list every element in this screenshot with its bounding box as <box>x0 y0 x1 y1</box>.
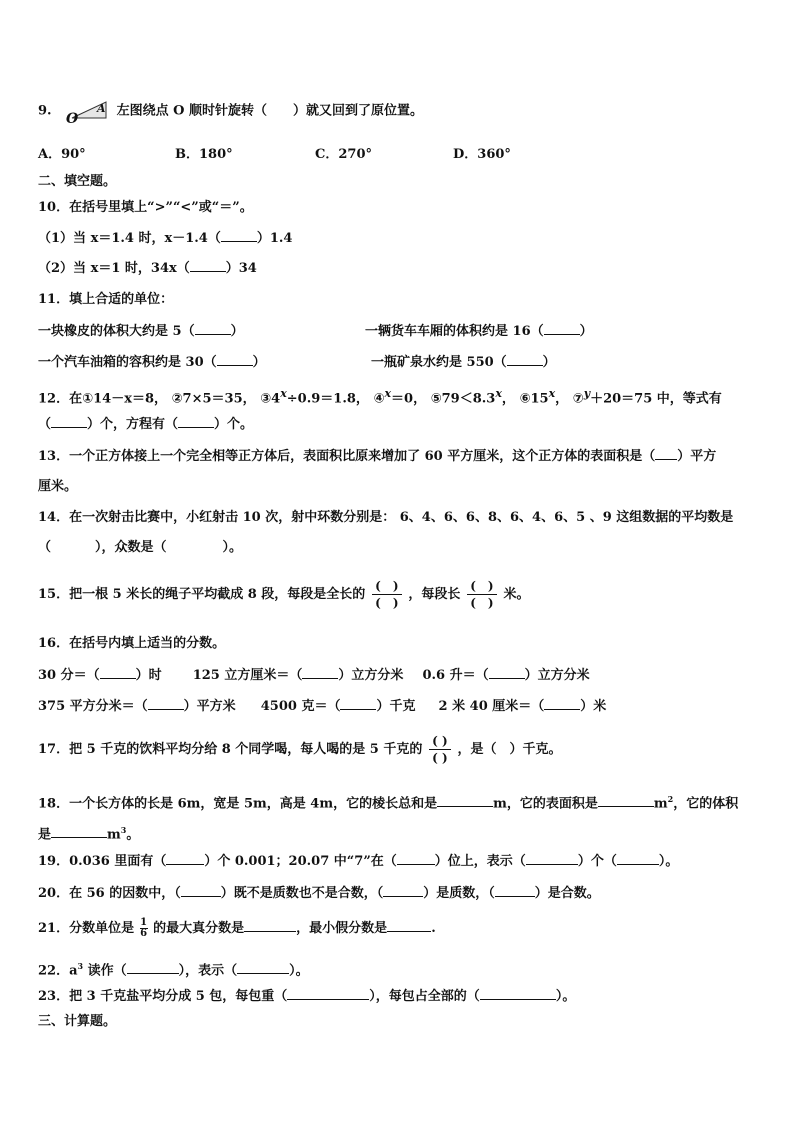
question-11-a: 一块橡皮的体积大约是 5（ ） <box>38 324 244 339</box>
answer-blank[interactable] <box>190 259 226 272</box>
answer-blank[interactable] <box>340 697 376 710</box>
question-19: 19．0.036 里面有（ ）个 0.001；20.07 中“7”在（ ）位上，表示（ ）个（ ）。 <box>38 854 679 869</box>
answer-blank[interactable] <box>495 884 535 897</box>
answer-blank[interactable] <box>51 825 107 838</box>
question-11-c: 一个汽车油箱的容积约是 30（ ） <box>38 355 266 370</box>
answer-blank[interactable] <box>195 322 231 335</box>
question-14-line-2: （ ），众数是（ ）。 <box>38 540 243 555</box>
answer-blank[interactable] <box>166 852 204 865</box>
question-18-line-1: 18．一个长方体的长是 6m，宽是 5m，高是 4m，它的棱长总和是 m，它的表面积是 $m^2$，它的体积 <box>38 794 739 812</box>
fraction-blank[interactable]: $\frac{( )}{( )}$ <box>372 579 402 610</box>
option-a[interactable]: A．90° <box>38 147 86 162</box>
option-d[interactable]: D．360° <box>453 147 511 162</box>
answer-blank[interactable] <box>244 919 296 932</box>
question-23: 23．把 3 千克盐平均分成 5 包，每包重（ ），每包占全部的（ ）。 <box>38 989 576 1004</box>
answer-blank[interactable] <box>51 415 87 428</box>
answer-blank[interactable] <box>544 697 580 710</box>
answer-blank[interactable] <box>437 794 493 807</box>
question-12-line-2: （ ）个，方程有（ ）个。 <box>38 417 254 432</box>
question-15: 15．把一根 5 米长的绳子平均截成 8 段，每段是全长的 $\frac{( )}{( )}$ ，每段长 $\frac{( )}{( )}$ 米。 <box>38 579 530 610</box>
question-16-stem: 16．在括号内填上适当的分数。 <box>38 636 226 651</box>
question-20: 20．在 56 的因数中，（ ）既不是质数也不是合数，（ ）是质数，（ ）是合数。 <box>38 886 600 901</box>
answer-blank[interactable] <box>598 794 654 807</box>
answer-blank[interactable] <box>526 852 578 865</box>
answer-blank[interactable] <box>489 666 525 679</box>
question-11-d: 一瓶矿泉水约是 550（ ） <box>371 355 556 370</box>
answer-blank[interactable] <box>383 884 423 897</box>
question-9-options <box>38 146 738 164</box>
section-heading-fill-blank: 二、填空题。 <box>38 174 117 189</box>
question-text: 左图绕点 O 顺时针旋转（ ）就又回到了原位置。 <box>116 103 424 119</box>
question-18-line-2: 是 $m^3$。 <box>38 825 140 843</box>
question-12-line-1: 12．在①14－x＝8， ②7×5＝35， $③4^x\div 0.9=1.8$， ④$^x$＝0， $⑤79<8.3^x$， ⑥15$^x$， ⑦$^y$＋20＝75 中，等式有 <box>38 387 722 407</box>
answer-blank[interactable] <box>100 666 136 679</box>
rotation-figure <box>66 98 110 124</box>
answer-blank[interactable] <box>655 447 677 460</box>
answer-blank[interactable] <box>287 987 369 1000</box>
svg-text:A: A <box>97 102 106 115</box>
answer-blank[interactable] <box>507 353 543 366</box>
fraction-blank[interactable]: $\frac{( )}{( )}$ <box>429 734 451 765</box>
answer-blank[interactable] <box>397 852 435 865</box>
option-b[interactable]: B．180° <box>175 147 233 162</box>
answer-blank[interactable] <box>217 353 253 366</box>
question-21: 21．分数单位是 $\frac{1}{6}$ 的最大真分数是 ，最小假分数是 . <box>38 917 436 939</box>
question-14-line-1: 14．在一次射击比赛中，小红射击 10 次，射中环数分别是： 6、4、6、6、8、6、4、6、5 、9 这组数据的平均数是 <box>38 510 734 525</box>
answer-blank[interactable] <box>387 919 431 932</box>
question-11-b: 一辆货车车厢的体积约是 16（ ） <box>365 324 593 339</box>
fraction-blank[interactable]: $\frac{( )}{( )}$ <box>467 579 497 610</box>
answer-blank[interactable] <box>221 229 257 242</box>
answer-blank[interactable] <box>181 884 221 897</box>
question-number: 9. <box>38 103 52 119</box>
answer-blank[interactable] <box>127 961 179 974</box>
answer-blank[interactable] <box>480 987 556 1000</box>
question-11-stem: 11．填上合适的单位： <box>38 292 174 307</box>
question-10-part-2: （2）当 x＝1 时，34x（ ）34 <box>38 261 257 276</box>
question-16-row-1: 30 分＝（ ）时 125 立方厘米＝（ ）立方分米 0.6 升＝（ ）立方分米 <box>38 668 590 683</box>
section-heading-calculation: 三、计算题。 <box>38 1014 117 1029</box>
answer-blank[interactable] <box>544 322 580 335</box>
unit-fraction: $\frac{1}{6}$ <box>140 917 148 939</box>
answer-blank[interactable] <box>302 666 338 679</box>
answer-blank[interactable] <box>148 697 184 710</box>
question-10-stem: 10．在括号里填上“>”“<”或“＝”。 <box>38 200 253 215</box>
answer-blank[interactable] <box>617 852 659 865</box>
question-17: 17．把 5 千克的饮料平均分给 8 个同学喝，每人喝的是 5 千克的 $\frac{( )}{( )}$ ，是（ ）千克。 <box>38 734 562 765</box>
question-9 <box>38 98 423 124</box>
svg-text:O: O <box>66 111 79 124</box>
question-16-row-2: 375 平方分米＝（ ）平方米 4500 克＝（ ）千克 2 米 40 厘米＝（ ）米 <box>38 699 607 714</box>
question-13-line-1: 13．一个正方体接上一个完全相等正方体后，表面积比原来增加了 60 平方厘米，这个正方体的表面积是（ ）平方 <box>38 449 717 464</box>
answer-blank[interactable] <box>178 415 214 428</box>
option-c[interactable]: C．270° <box>315 147 372 162</box>
question-22: 22．$a^3$ 读作（ ），表示（ ）。 <box>38 961 309 979</box>
question-13-line-2: 厘米。 <box>38 479 78 494</box>
answer-blank[interactable] <box>237 961 289 974</box>
question-10-part-1: （1）当 x＝1.4 时，x－1.4（ ）1.4 <box>38 231 293 246</box>
